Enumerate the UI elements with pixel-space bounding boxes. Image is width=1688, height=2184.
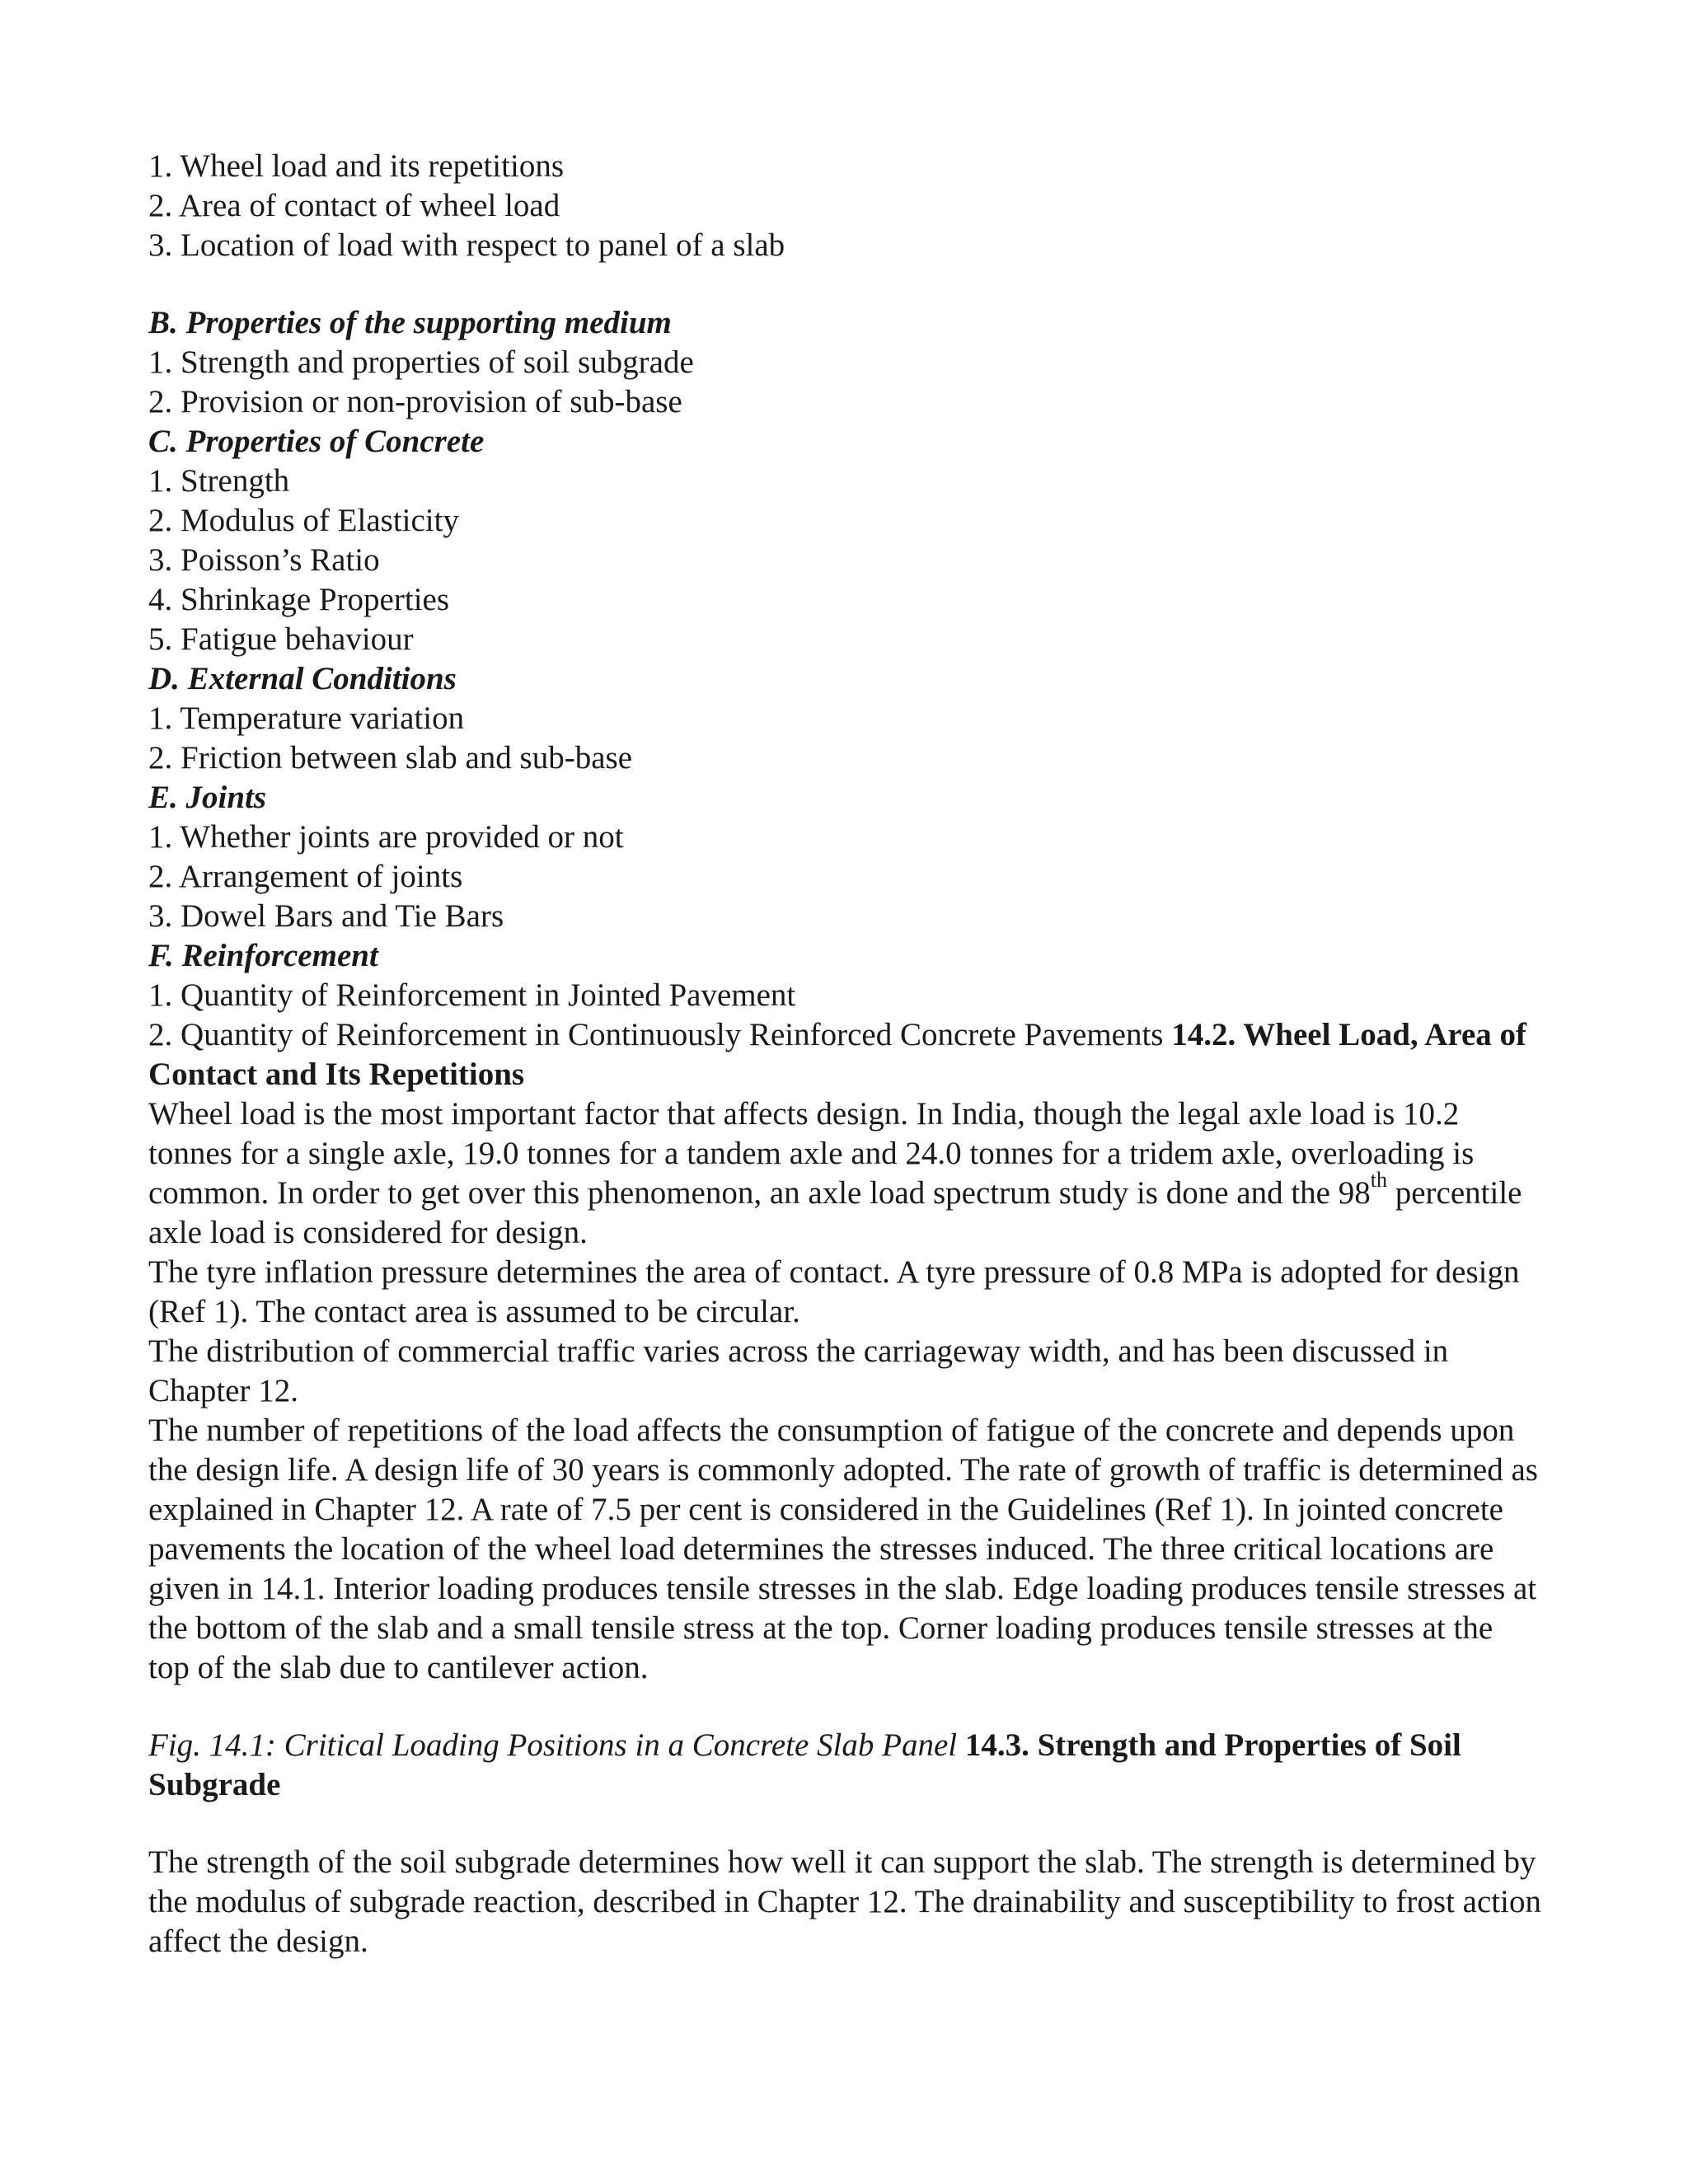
section-f-heading: F. Reinforcement [148, 938, 378, 973]
list-item: 2. Quantity of Reinforcement in Continuously Reinforced Concrete Pavements [148, 1017, 1172, 1052]
list-item: 1. Strength and properties of soil subgrade [148, 344, 694, 380]
paragraph-tyre-pressure: The tyre inflation pressure determines the area of contact. A tyre pressure of 0.8 MPa is adopted for design (Ref 1). The contact area is assumed to be circular. [148, 1254, 1520, 1329]
section-heading-14-3: 14.3. Strength and Properties of Soil Subgrade [148, 1727, 1461, 1802]
list-item: 1. Quantity of Reinforcement in Jointed Pavement [148, 977, 796, 1013]
list-item: 3. Poisson’s Ratio [148, 542, 380, 578]
document-page [148, 147, 1541, 1961]
list-item: 2. Area of contact of wheel load [148, 188, 560, 223]
section-b-heading: B. Properties of the supporting medium [148, 305, 672, 340]
figure-caption-line [148, 1726, 1541, 1805]
section-heading-14-2: 14.2. Wheel Load, Area of Contact and Its Repetitions [148, 1017, 1527, 1092]
superscript: th [1370, 1168, 1387, 1192]
list-item: 3. Dowel Bars and Tie Bars [148, 898, 504, 934]
list-item: 2. Provision or non-provision of sub-base [148, 384, 682, 419]
section-e-heading: E. Joints [148, 780, 267, 815]
list-item: 1. Temperature variation [148, 701, 465, 736]
list-item-with-heading [148, 1015, 1541, 1094]
list-item: 1. Wheel load and its repetitions [148, 148, 564, 184]
figure-caption: Fig. 14.1: Critical Loading Positions in a Concrete Slab Panel [148, 1727, 958, 1763]
paragraph-text: percentile axle load is considered for design. [148, 1175, 1522, 1250]
section-d-heading: D. External Conditions [148, 661, 457, 696]
paragraph-subgrade: The strength of the soil subgrade determines how well it can support the slab. The strength is determined by the modulus of subgrade reaction, described in Chapter 12. The drainability and susceptibility to frost action affect the design. [148, 1844, 1541, 1959]
list-item: 3. Location of load with respect to panel of a slab [148, 227, 785, 263]
paragraph-load-repetitions: The number of repetitions of the load affects the consumption of fatigue of the concrete and depends upon the design life. A design life of 30 years is commonly adopted. The rate of growth of traffic is determined as explained in Chapter 12. A rate of 7.5 per cent is considered in the Guidelines (Ref 1). In jointed concrete pavements the location of the wheel load determines the stresses induced. The three critical locations are given in 14.1. Interior loading produces tensile stresses in the slab. Edge loading produces tensile stresses at the bottom of the slab and a small tensile stress at the top. Corner loading produces tensile stresses at the top of the slab due to cantilever action. [148, 1413, 1538, 1685]
list-item: 2. Arrangement of joints [148, 859, 463, 894]
list-item: 2. Modulus of Elasticity [148, 503, 459, 538]
list-item: 2. Friction between slab and sub-base [148, 740, 633, 776]
list-item: 1. Whether joints are provided or not [148, 819, 624, 855]
list-item: 4. Shrinkage Properties [148, 582, 450, 617]
paragraph-wheel-load [148, 1094, 1541, 1253]
list-item: 5. Fatigue behaviour [148, 621, 414, 657]
section-c-heading: C. Properties of Concrete [148, 424, 485, 459]
paragraph-traffic-distribution: The distribution of commercial traffic varies across the carriageway width, and has been discussed in Chapter 12. [148, 1333, 1449, 1408]
paragraph-text: Wheel load is the most important factor that affects design. In India, though the legal axle load is 10.2 tonnes for a single axle, 19.0 tonnes for a tandem axle and 24.0 tonnes for a tridem axle, overloading is common. In order to get over this phenomenon, an axle load spectrum study is done and the 98 [148, 1096, 1475, 1211]
list-item: 1. Strength [148, 463, 290, 499]
